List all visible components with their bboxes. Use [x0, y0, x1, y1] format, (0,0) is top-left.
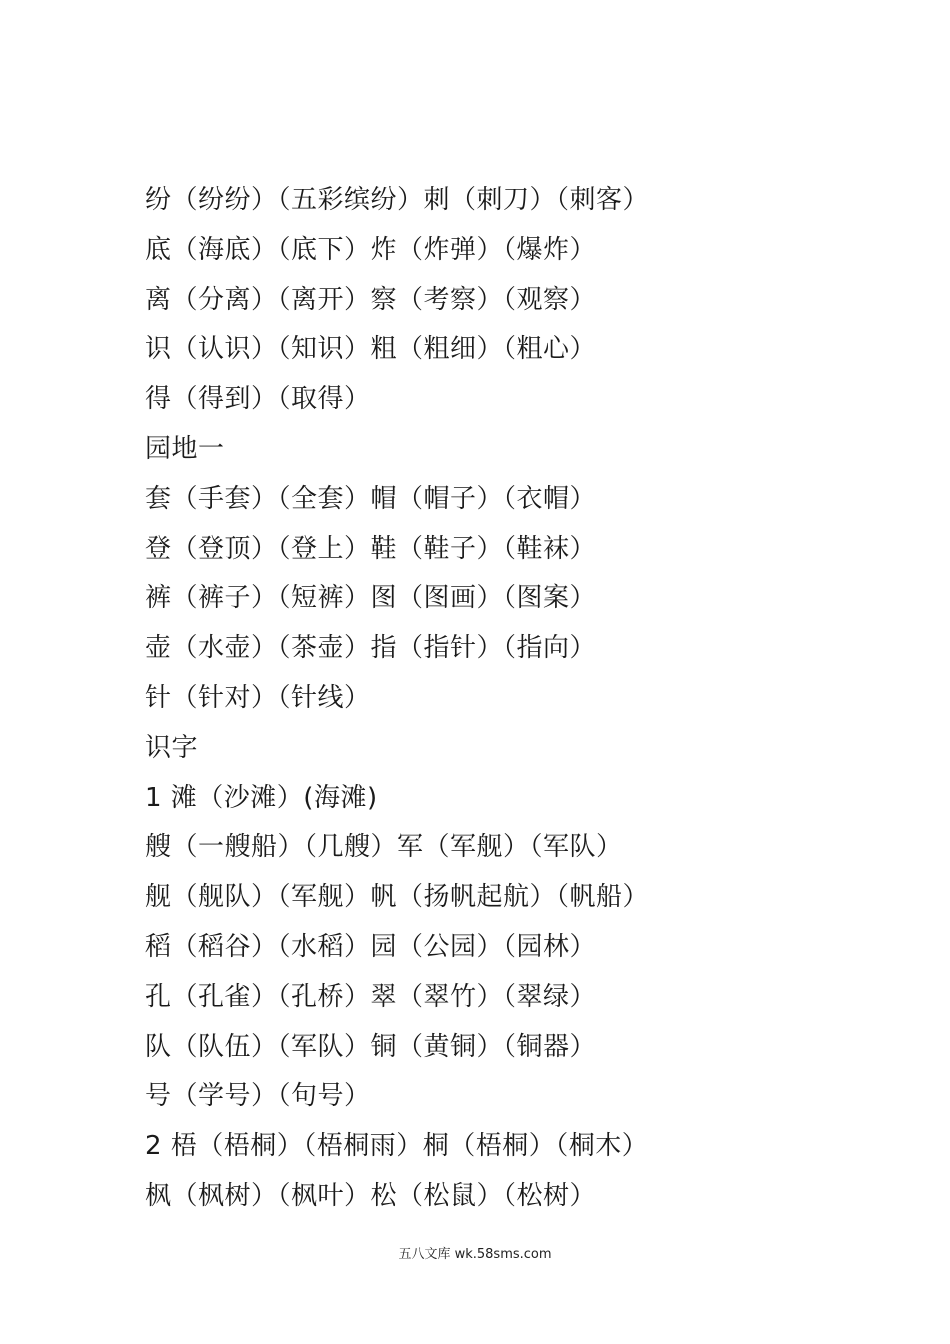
text-line: 底（海底）（底下）炸（炸弹）（爆炸）: [145, 234, 597, 265]
text-line: 艘（一艘船）（几艘）军（军舰）（军队）: [145, 832, 623, 863]
vocabulary-list: [145, 176, 845, 1222]
text-line: 识（认识）（知识）粗（粗细）（粗心）: [145, 334, 597, 365]
text-line: 套（手套）（全套）帽（帽子）（衣帽）: [145, 483, 597, 514]
text-line: 稻（稻谷）（水稻）园（公园）（园林）: [145, 931, 597, 962]
text-line: 离（分离）（离开）察（考察）（观察）: [145, 284, 597, 315]
text-line: 登（登顶）（登上）鞋（鞋子）（鞋袜）: [145, 533, 597, 564]
text-line: 枫（枫树）（枫叶）松（松鼠）（松树）: [145, 1180, 597, 1211]
section-heading: 园地一: [145, 433, 225, 464]
section-heading: 识字: [145, 732, 199, 763]
text-line: 孔（孔雀）（孔桥）翠（翠竹）（翠绿）: [145, 981, 597, 1012]
text-line: 针（针对）（针线）: [145, 682, 371, 713]
text-line: 2 梧（梧桐）（梧桐雨）桐（梧桐）（桐木）: [145, 1131, 649, 1162]
text-line: 得（得到）（取得）: [145, 384, 371, 415]
text-line: 号（学号）（句号）: [145, 1081, 371, 1112]
text-line: 纷（纷纷）（五彩缤纷）刺（刺刀）（刺客）: [145, 185, 650, 215]
text-line: 队（队伍）（军队）铜（黄铜）（铜器）: [145, 1031, 597, 1062]
text-line: 舰（舰队）（军舰）帆（扬帆起航）（帆船）: [145, 882, 650, 913]
text-line: 壶（水壶）（茶壶）指（指针）（指向）: [145, 633, 597, 664]
text-line: 1 滩（沙滩）(海滩): [145, 782, 378, 813]
page-footer: 五八文库 wk.58sms.com: [398, 1247, 552, 1262]
text-line: 裤（裤子）（短裤）图（图画）（图案）: [145, 583, 597, 614]
